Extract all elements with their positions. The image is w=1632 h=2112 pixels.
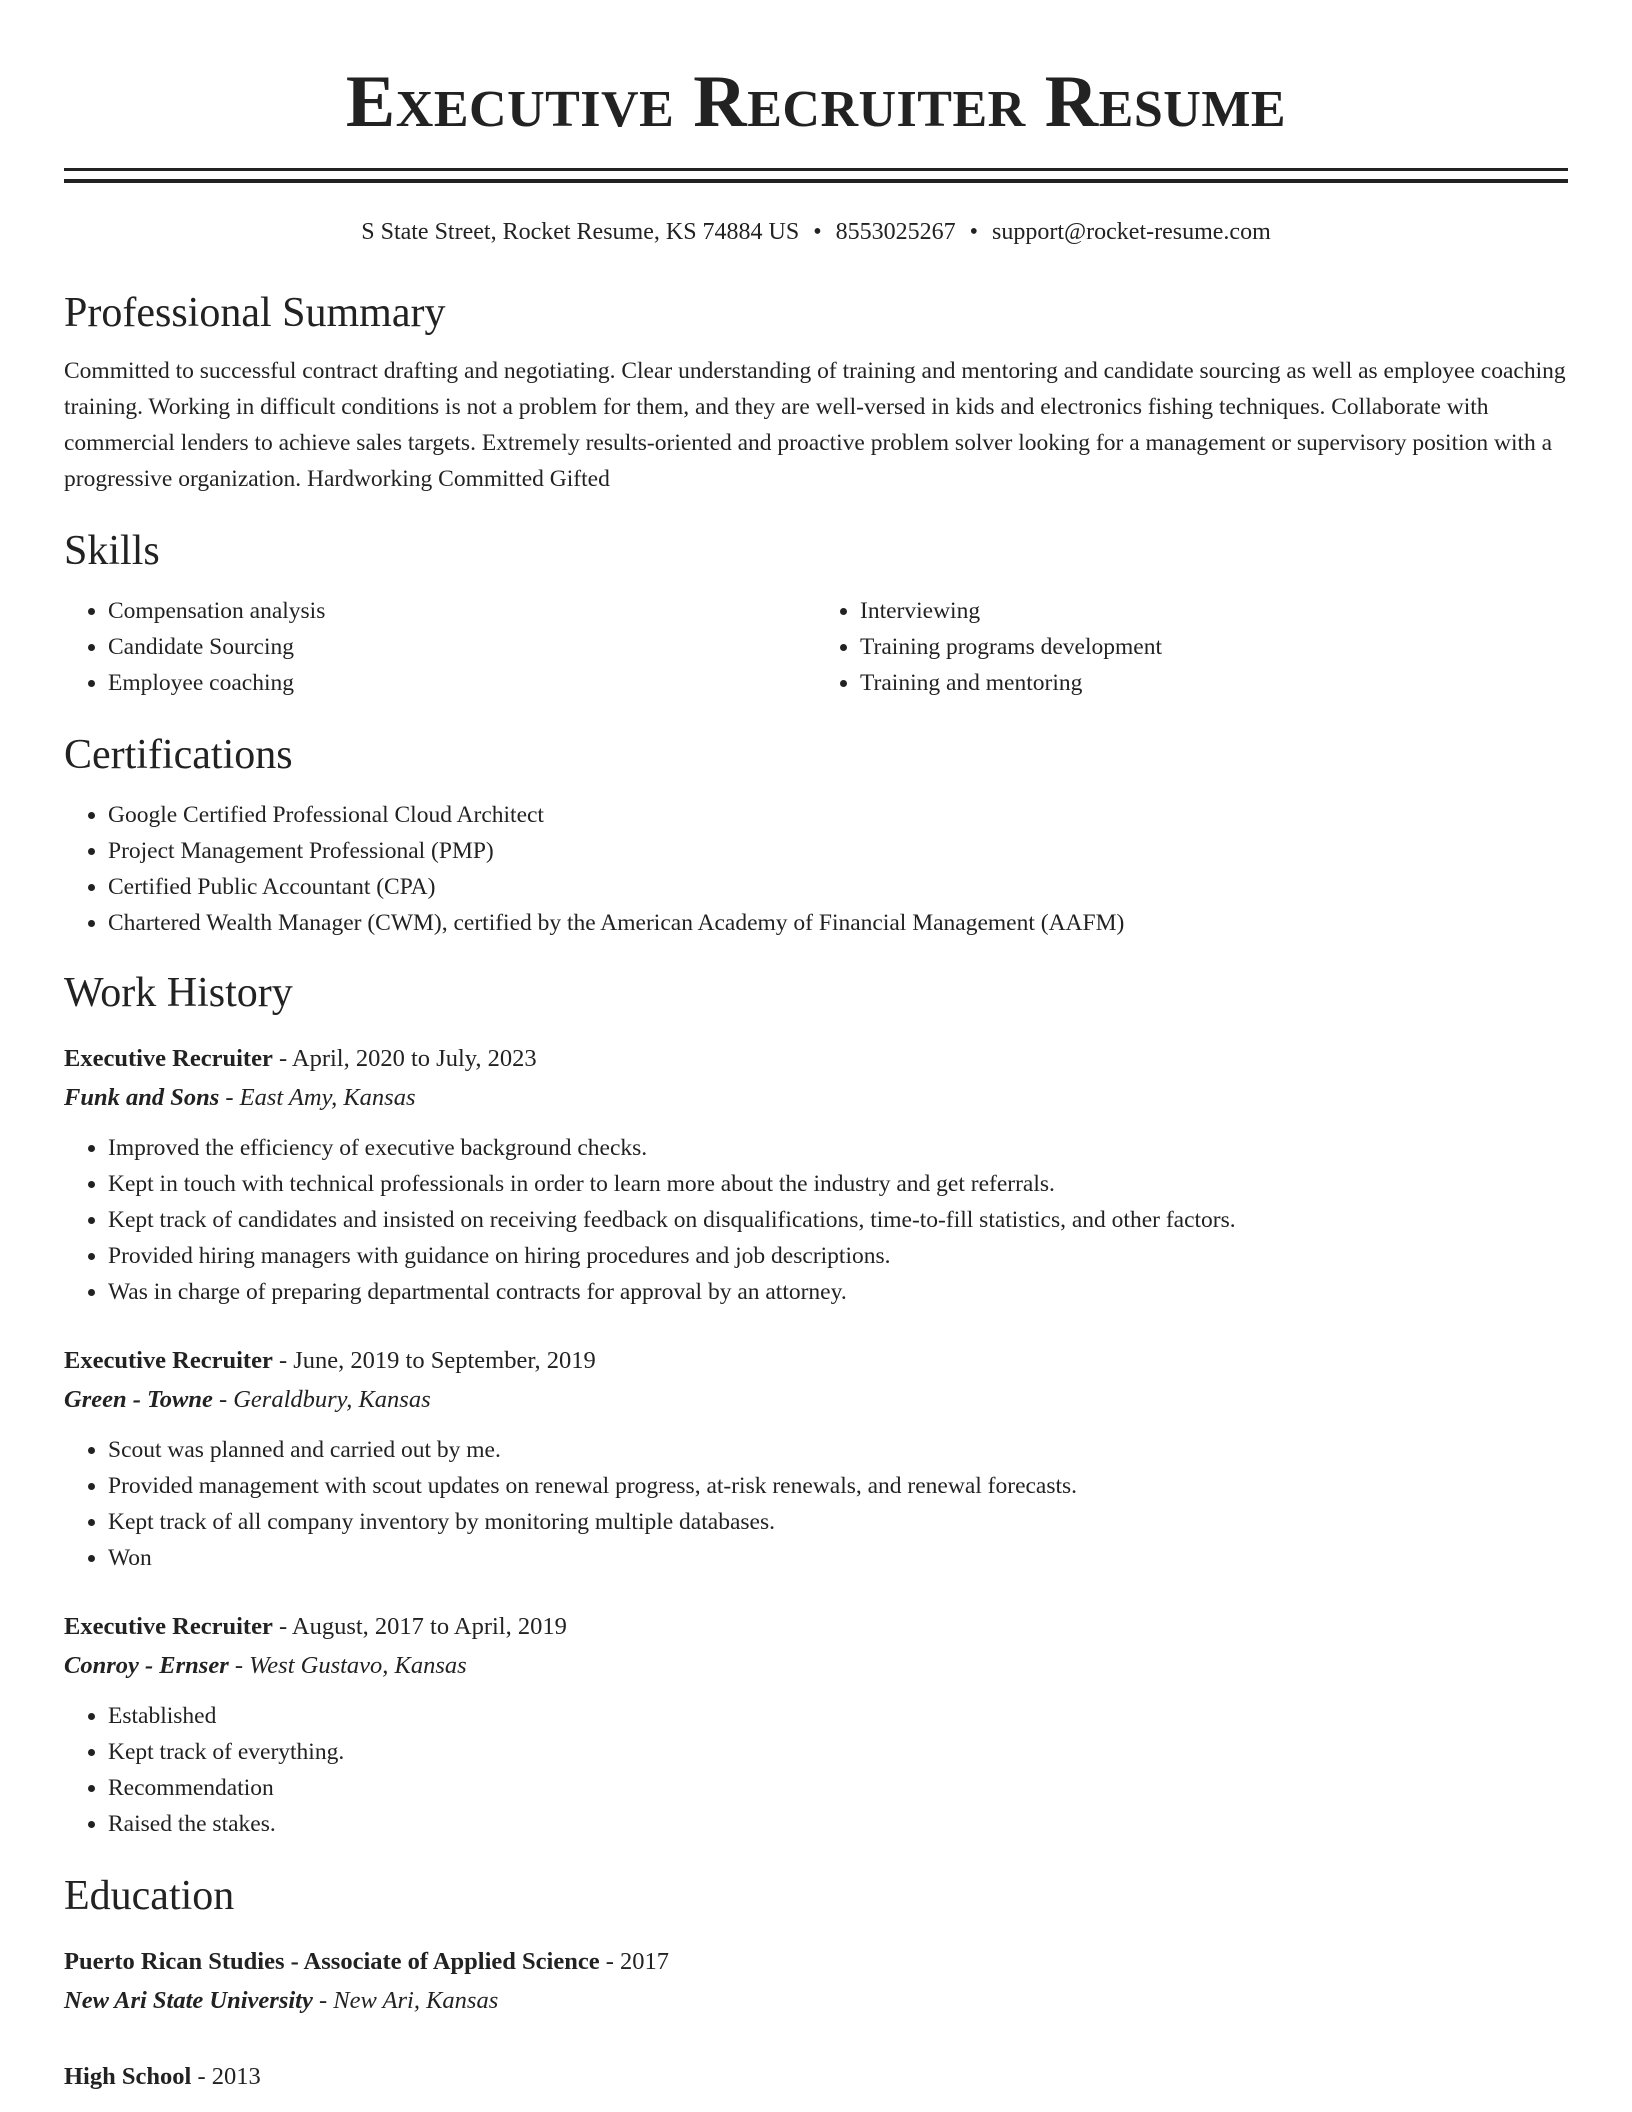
job-dates: - June, 2019 to September, 2019 (272, 1347, 596, 1374)
job-bullet: • Kept in touch with technical professionals in order to learn more about the industry and get referrals. (108, 1166, 1568, 1202)
job-bullet: • Scout was planned and carried out by me. (108, 1432, 1568, 1468)
job-dates: - April, 2020 to July, 2023 (272, 1045, 537, 1072)
education-header (64, 1944, 1568, 1980)
summary-heading: Professional Summary (64, 290, 446, 336)
job-company: Funk and Sons (64, 1084, 220, 1111)
education-header (64, 2059, 1568, 2095)
contact-email: support@rocket-resume.com (992, 219, 1271, 245)
education-location: - New Ari, Kansas (312, 1987, 499, 2014)
skill-item: • Compensation analysis (108, 593, 816, 629)
job-company-line (64, 1382, 1568, 1418)
job-bullet: • Provided management with scout updates on renewal progress, at-risk renewals, and renewal forecasts. (108, 1468, 1568, 1504)
education-year: - 2017 (599, 1948, 670, 1975)
education-degree: High School (64, 2063, 192, 2090)
skill-item: • Candidate Sourcing (108, 629, 816, 665)
education-school-line (64, 1983, 1568, 2019)
job-title: Executive Recruiter (64, 1613, 273, 1640)
job-location: - West Gustavo, Kansas (228, 1652, 467, 1679)
job-company: Green - Towne (64, 1386, 213, 1413)
certifications-list (64, 797, 1568, 941)
resume-title: Executive Recruiter Resume (345, 61, 1287, 143)
education-entry (64, 1944, 1568, 2019)
job-bullet: • Improved the efficiency of executive background checks. (108, 1130, 1568, 1166)
certification-item: • Google Certified Professional Cloud Architect (108, 797, 1568, 833)
summary-text: Committed to successful contract drafting and negotiating. Clear understanding of training and mentoring and candidate sourcing as well as employee coaching training. Working in difficult conditions is not a problem for them, and they are well-versed in kids and electronics fishing techniques. Collaborate with commercial lenders to achieve sales targets. Extremely results-oriented and proactive problem solver looking for a management or supervisory position with a progressive organization. Hardworking Committed Gifted (64, 358, 1566, 492)
contact-line (64, 217, 1568, 247)
job-location: - East Amy, Kansas (219, 1084, 416, 1111)
job-header (64, 1343, 1568, 1379)
job-header (64, 1609, 1568, 1645)
job-bullet: • Raised the stakes. (108, 1806, 1568, 1842)
education-degree: Puerto Rican Studies - Associate of Applied Science (64, 1948, 600, 1975)
job-location: - Geraldbury, Kansas (212, 1386, 431, 1413)
job-entry (64, 1609, 1568, 1842)
skill-item: • Training programs development (860, 629, 1568, 665)
job-bullets (64, 1432, 1568, 1576)
education-year: - 2013 (191, 2063, 261, 2090)
job-bullet: • Established (108, 1698, 1568, 1734)
skills-heading: Skills (64, 528, 160, 574)
job-company-line (64, 1648, 1568, 1684)
job-entry (64, 1041, 1568, 1310)
skills-list-left (64, 593, 816, 701)
skill-item: • Interviewing (860, 593, 1568, 629)
skill-item: • Employee coaching (108, 665, 816, 701)
work-history-heading: Work History (64, 970, 293, 1016)
job-header (64, 1041, 1568, 1077)
certification-item: • Project Management Professional (PMP) (108, 833, 1568, 869)
skills-columns (64, 593, 1568, 701)
job-bullet: • Provided hiring managers with guidance on hiring procedures and job descriptions. (108, 1238, 1568, 1274)
education-entry (64, 2059, 1568, 2095)
contact-phone: 8553025267 (835, 219, 956, 245)
job-bullet: • Kept track of candidates and insisted on receiving feedback on disqualifications, time-to-fill statistics, and other factors. (108, 1202, 1568, 1238)
job-bullet: • Recommendation (108, 1770, 1568, 1806)
job-bullets (64, 1130, 1568, 1310)
job-bullets (64, 1698, 1568, 1842)
job-bullet: • Kept track of all company inventory by monitoring multiple databases. (108, 1504, 1568, 1540)
skill-item: • Training and mentoring (860, 665, 1568, 701)
certification-item: • Chartered Wealth Manager (CWM), certified by the American Academy of Financial Management (AAFM) (108, 905, 1568, 941)
job-bullet: • Was in charge of preparing departmental contracts for approval by an attorney. (108, 1274, 1568, 1310)
skills-list-right (816, 593, 1568, 701)
job-entry (64, 1343, 1568, 1576)
certification-item: • Certified Public Accountant (CPA) (108, 869, 1568, 905)
job-bullet: • Kept track of everything. (108, 1734, 1568, 1770)
contact-separator: • (969, 219, 979, 245)
job-bullet: • Won (108, 1540, 1568, 1576)
job-title: Executive Recruiter (64, 1347, 273, 1374)
job-company: Conroy - Ernser (64, 1652, 229, 1679)
contact-address: S State Street, Rocket Resume, KS 74884 US (361, 219, 800, 245)
job-dates: - August, 2017 to April, 2019 (272, 1613, 567, 1640)
job-title: Executive Recruiter (64, 1045, 273, 1072)
education-school: New Ari State University (64, 1987, 313, 2014)
contact-separator: • (813, 219, 822, 245)
certifications-heading: Certifications (64, 732, 293, 778)
title-double-rule (64, 168, 1568, 183)
education-heading: Education (64, 1873, 235, 1919)
job-company-line (64, 1080, 1568, 1116)
